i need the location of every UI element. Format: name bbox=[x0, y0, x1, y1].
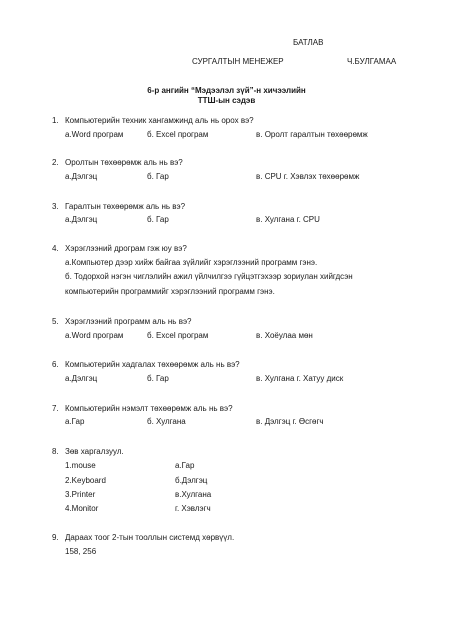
match-left-item: 3.Printer bbox=[65, 490, 96, 499]
answer-option: а.Word програм bbox=[65, 130, 124, 139]
answer-option: в. Хулгана г. CPU bbox=[256, 215, 320, 224]
question-number: 3. bbox=[52, 202, 59, 211]
question-number: 6. bbox=[52, 360, 59, 369]
answer-option: а.Гар bbox=[65, 417, 85, 426]
question-number: 1. bbox=[52, 116, 59, 125]
answer-option: б. Excel програм bbox=[147, 331, 209, 340]
question-number: 2. bbox=[52, 158, 59, 167]
match-left-item: 4.Monitor bbox=[65, 504, 99, 513]
question-text: Зөв харгалзуул. bbox=[65, 447, 124, 456]
match-right-item: а.Гар bbox=[175, 461, 195, 470]
match-left-item: 2.Keyboard bbox=[65, 476, 106, 485]
question-number: 7. bbox=[52, 404, 59, 413]
answer-option: в. Дэлгэц г. Өсгөгч bbox=[256, 417, 324, 426]
answer-option: а.Word програм bbox=[65, 331, 124, 340]
question-text: Компьютерийн техник хангамжинд аль нь орох вэ? bbox=[65, 116, 254, 125]
answer-option: в. Хулгана г. Хатуу диск bbox=[256, 374, 344, 383]
answer-line: б. Тодорхой нэгэн чиглэлийн ажил үйлчилгээ гүйцэтгэхээр зориулан хийгдсэн bbox=[65, 272, 353, 281]
answer-option: а.Дэлгэц bbox=[65, 172, 98, 181]
match-right-item: г. Хэвлэгч bbox=[175, 504, 211, 513]
question-number: 5. bbox=[52, 317, 59, 326]
question-number: 8. bbox=[52, 447, 59, 456]
match-right-item: в.Хулгана bbox=[175, 490, 212, 499]
answer-option: в. CPU г. Хэвлэх төхөөрөмж bbox=[256, 172, 360, 181]
question-text: Гаралтын төхөөрөмж аль нь вэ? bbox=[65, 202, 186, 211]
answer-option: б. Гар bbox=[147, 172, 169, 181]
match-left-item: 1.mouse bbox=[65, 461, 96, 470]
question-text: Дараах тоог 2-тын тооллын системд хөрвүүл. bbox=[65, 533, 235, 542]
question-text: Компьютерийн нэмэлт төхөөрөмж аль нь вэ? bbox=[65, 404, 233, 413]
document-title-line1: 6-р ангийн “Мэдээлэл зүй”-н хичээлийн bbox=[147, 86, 306, 95]
answer-option: а.Дэлгэц bbox=[65, 215, 98, 224]
question-text: Хэрэглээний программ аль нь вэ? bbox=[65, 317, 192, 326]
answer-option: в. Оролт гаралтын төхөөрөмж bbox=[256, 130, 368, 139]
question-number: 9. bbox=[52, 533, 59, 542]
answer-option: б. Excel програм bbox=[147, 130, 209, 139]
question-text: Компьютерийн хадгалах төхөөрөмж аль нь вэ? bbox=[65, 360, 240, 369]
answer-option: а.Дэлгэц bbox=[65, 374, 98, 383]
answer-option: в. Хоёулаа мөн bbox=[256, 331, 313, 340]
answer-option: б. Гар bbox=[147, 374, 169, 383]
answer-option: б. Хулгана bbox=[147, 417, 186, 426]
answer-line: 158, 256 bbox=[65, 547, 97, 556]
answer-line: а.Компьютер дээр хийж байгаа зүйлийг хэрэглээний программ гэнэ. bbox=[65, 258, 318, 267]
answer-option: б. Гар bbox=[147, 215, 169, 224]
match-right-item: б.Дэлгэц bbox=[175, 476, 208, 485]
question-number: 4. bbox=[52, 244, 59, 253]
question-text: Хэрэглээний дрограм гэж юу вэ? bbox=[65, 244, 187, 253]
position-label: СУРГАЛТЫН МЕНЕЖЕР bbox=[192, 57, 284, 66]
document-title-line2: ТТШ-ын сэдэв bbox=[197, 96, 256, 105]
approve-label: БАТЛАВ bbox=[293, 38, 324, 47]
question-text: Оролтын төхөөрөмж аль нь вэ? bbox=[65, 158, 183, 167]
answer-line: компьютерийн программийг хэрэглээний программ гэнэ. bbox=[65, 287, 275, 296]
signatory-name: Ч.БУЛГАМАА bbox=[347, 57, 397, 66]
